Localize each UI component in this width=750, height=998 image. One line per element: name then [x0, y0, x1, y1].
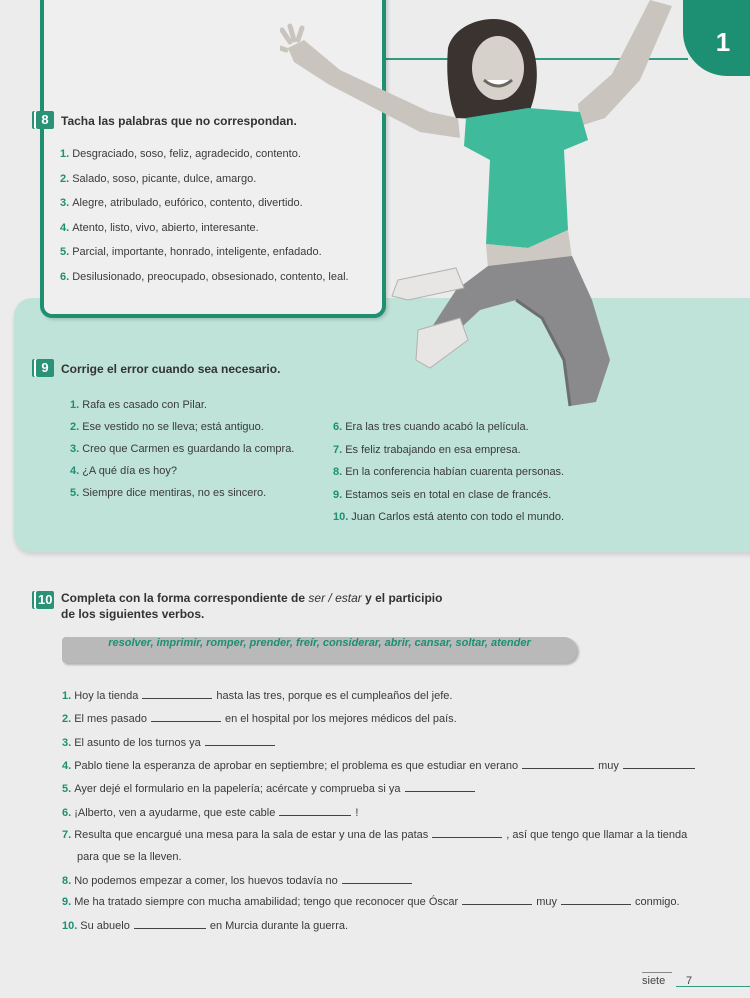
item-number: 9.	[62, 896, 72, 908]
item-text: Hoy la tienda	[74, 690, 139, 702]
answer-blank[interactable]	[151, 711, 221, 722]
verbs-list: resolver, imprimir, romper, prender, freír, considerar, abrir, cansar, soltar, atender	[108, 637, 531, 649]
list-item	[70, 486, 266, 500]
item-number: 1.	[70, 399, 80, 411]
item-text: Su abuelo	[80, 920, 130, 932]
item-number: 8.	[333, 466, 343, 478]
answer-blank[interactable]	[142, 688, 212, 699]
list-item	[333, 488, 551, 502]
exercise-9-badge: 9	[36, 359, 54, 377]
fill-in-item	[62, 735, 279, 750]
item-number: 2.	[60, 172, 70, 185]
item-text: Parcial, importante, honrado, inteligente, enfadado.	[72, 246, 322, 258]
list-item	[333, 443, 521, 457]
item-number: 5.	[70, 487, 80, 499]
list-item	[333, 465, 564, 479]
unit-number: 1	[715, 27, 731, 57]
item-number: 4.	[62, 760, 72, 772]
item-text: Salado, soso, picante, dulce, amargo.	[72, 172, 257, 185]
list-item	[60, 245, 322, 259]
list-item	[333, 420, 529, 434]
item-text-continued: hasta las tres, porque es el cumpleaños del jefe.	[216, 690, 453, 702]
item-number: 6.	[62, 807, 72, 819]
item-number: 4.	[70, 465, 80, 477]
list-item	[60, 221, 259, 235]
list-item	[60, 147, 301, 161]
item-number: 10.	[333, 511, 349, 523]
item-text: Atento, listo, vivo, abierto, interesante.	[72, 221, 259, 234]
item-number: 1.	[62, 690, 72, 702]
fill-in-item	[62, 781, 479, 796]
list-item	[70, 398, 207, 412]
fill-in-item	[62, 758, 699, 773]
exercise-10-badge: 10	[38, 592, 53, 607]
item-text: Era las tres cuando acabó la película.	[345, 421, 529, 433]
item-number: 8.	[62, 875, 72, 887]
item-text: Pablo tiene la esperanza de aprobar en septiembre; el problema es que estudiar en verano	[74, 760, 519, 772]
item-text-line-2: para que se la lleven.	[77, 851, 182, 863]
heading-ser-estar: ser / estar	[308, 591, 362, 605]
item-number: 3.	[70, 443, 80, 455]
item-text: Estamos seis en total en clase de francés.	[345, 488, 552, 501]
item-text-continued: muy	[598, 760, 619, 772]
heading-part-1: Completa con la forma correspondiente de	[61, 591, 306, 605]
item-text: Creo que Carmen es guardando la compra.	[82, 443, 295, 455]
item-text: No podemos empezar a comer, los huevos todavía no	[74, 875, 338, 887]
jumping-girl-photo	[280, 0, 680, 410]
item-text: El asunto de los turnos ya	[74, 737, 201, 749]
list-item	[60, 172, 256, 186]
answer-blank[interactable]	[522, 758, 594, 769]
item-text: Alegre, atribulado, eufórico, contento, divertido.	[72, 197, 303, 209]
item-number: 6.	[333, 421, 343, 433]
item-text: Resulta que encargué una mesa para la sala de estar y una de las patas	[74, 829, 429, 841]
list-item	[333, 510, 564, 524]
item-text: El mes pasado	[74, 713, 147, 725]
list-item	[60, 270, 349, 284]
fill-in-item	[62, 805, 358, 820]
item-number: 1.	[60, 148, 70, 160]
item-text: ¡Alberto, ven a ayudarme, que este cable	[74, 807, 276, 819]
answer-blank[interactable]	[279, 805, 351, 816]
answer-blank[interactable]	[134, 918, 206, 929]
footer-rule	[642, 972, 672, 973]
item-number: 3.	[60, 197, 70, 209]
item-text: En la conferencia habían cuarenta personas.	[345, 466, 565, 478]
fill-in-item	[62, 873, 416, 888]
answer-blank[interactable]	[462, 894, 532, 905]
exercise-9-heading: Corrige el error cuando sea necesario.	[61, 362, 281, 376]
answer-blank[interactable]	[432, 827, 502, 838]
item-text: Es feliz trabajando en esa empresa.	[345, 443, 521, 456]
fill-in-item	[62, 894, 680, 909]
answer-blank[interactable]	[561, 894, 631, 905]
item-number: 4.	[60, 221, 70, 234]
item-text-continued: en el hospital por los mejores médicos del país.	[224, 713, 457, 725]
item-number: 10.	[62, 920, 78, 932]
footer-page-word: siete	[642, 975, 666, 987]
item-number: 3.	[62, 737, 72, 749]
fill-in-item	[62, 827, 687, 842]
footer-page-number: 7	[686, 975, 693, 987]
item-number: 7.	[62, 829, 72, 841]
item-number: 2.	[70, 421, 80, 433]
exercise-8-heading: Tacha las palabras que no correspondan.	[61, 114, 297, 128]
item-text-end: conmigo.	[634, 896, 680, 908]
list-item	[70, 442, 294, 456]
list-item	[60, 196, 303, 210]
fill-in-item	[62, 711, 457, 726]
item-text-continued: muy	[536, 896, 557, 908]
fill-in-item	[62, 688, 452, 703]
item-text: Juan Carlos está atento con todo el mundo.	[351, 511, 565, 523]
answer-blank[interactable]	[205, 735, 275, 746]
answer-blank[interactable]	[405, 781, 475, 792]
answer-blank[interactable]	[623, 758, 695, 769]
exercise-10-heading	[61, 590, 442, 622]
item-text: Desgraciado, soso, feliz, agradecido, contento.	[72, 148, 301, 160]
item-number: 9.	[333, 488, 343, 501]
list-item	[70, 420, 264, 434]
item-text: Siempre dice mentiras, no es sincero.	[82, 487, 267, 499]
list-item	[70, 464, 177, 478]
exercise-8-badge: 8	[36, 111, 54, 129]
item-number: 6.	[60, 270, 70, 283]
item-number: 5.	[62, 783, 72, 795]
item-number: 2.	[62, 713, 72, 725]
item-text-continued: !	[355, 807, 359, 819]
item-text: Desilusionado, preocupado, obsesionado, contento, leal.	[72, 270, 349, 283]
item-text: ¿A qué día es hoy?	[82, 465, 177, 477]
item-number: 7.	[333, 443, 343, 456]
item-text: Ayer dejé el formulario en la papelería; acércate y comprueba si ya	[74, 783, 401, 795]
item-text: Rafa es casado con Pilar.	[82, 399, 207, 411]
item-text: Me ha tratado siempre con mucha amabilidad; tengo que reconocer que Óscar	[74, 896, 459, 908]
verbs-bar	[62, 637, 577, 663]
item-text: Ese vestido no se lleva; está antiguo.	[82, 421, 264, 433]
item-text-continued: , así que tengo que llamar a la tienda	[506, 829, 688, 841]
answer-blank[interactable]	[342, 873, 412, 884]
heading-part-2: y el participio	[365, 591, 443, 605]
fill-in-item	[62, 918, 348, 933]
item-text-continued: en Murcia durante la guerra.	[209, 920, 349, 932]
heading-line-2: de los siguientes verbos.	[61, 607, 205, 621]
item-number: 5.	[60, 246, 70, 258]
